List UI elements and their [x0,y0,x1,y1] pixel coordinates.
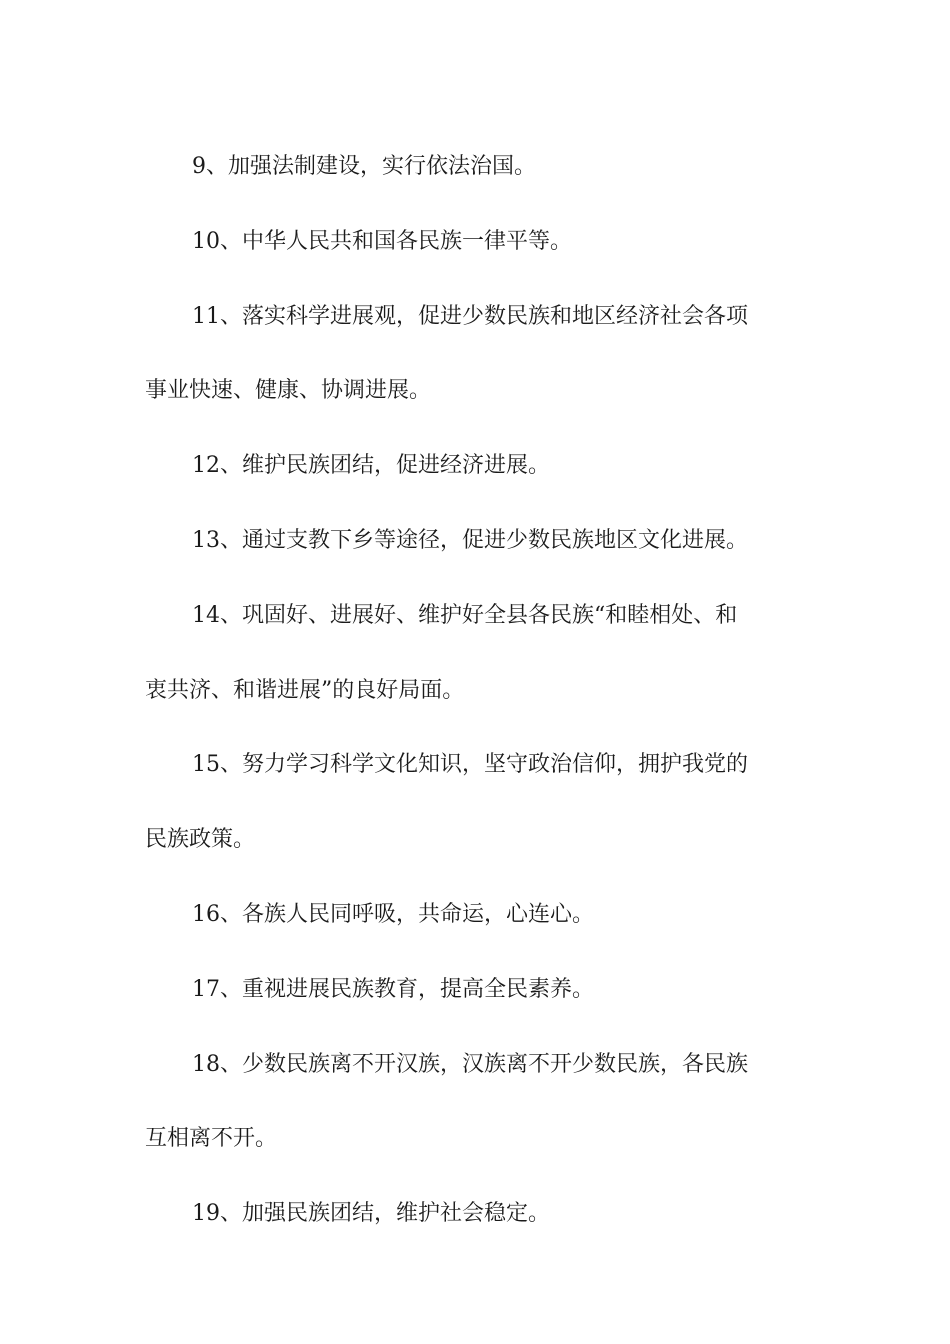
paragraph-16 [145,878,810,953]
paragraph-line-continued: 民族政策。 [145,827,256,853]
paragraph-line: 11、落实科学进展观，促进少数民族和地区经济社会各项 [192,303,748,329]
paragraph-line-continued: 衷共济、和谐进展”的良好局面。 [145,677,465,703]
paragraph-line: 19、加强民族团结，维护社会稳定。 [192,1201,550,1227]
paragraph-line: 18、少数民族离不开汉族，汉族离不开少数民族，各民族 [192,1051,748,1077]
paragraph-11 [145,280,810,430]
paragraph-17 [145,953,810,1028]
paragraph-9 [145,130,810,205]
document-body [145,130,810,1252]
paragraph-10 [145,205,810,280]
paragraph-line: 17、重视进展民族教育，提高全民素养。 [192,976,594,1002]
paragraph-line: 14、巩固好、进展好、维护好全县各民族“和睦相处、和 [192,602,738,628]
paragraph-line: 9、加强法制建设，实行依法治国。 [192,154,536,179]
paragraph-line: 10、中华人民共和国各民族一律平等。 [192,228,572,254]
paragraph-line: 13、通过支教下乡等途径，促进少数民族地区文化进展。 [192,527,748,553]
paragraph-19 [145,1177,810,1252]
paragraph-line: 12、维护民族团结，促进经济进展。 [192,453,550,479]
paragraph-line: 15、努力学习科学文化知识，坚守政治信仰，拥护我党的 [192,752,748,778]
paragraph-14 [145,579,810,729]
paragraph-line-continued: 互相离不开。 [145,1126,278,1152]
paragraph-line-continued: 事业快速、健康、协调进展。 [145,378,432,404]
paragraph-15 [145,728,810,878]
paragraph-13 [145,504,810,579]
paragraph-18 [145,1028,810,1178]
paragraph-12 [145,429,810,504]
paragraph-line: 16、各族人民同呼吸，共命运，心连心。 [192,901,594,927]
